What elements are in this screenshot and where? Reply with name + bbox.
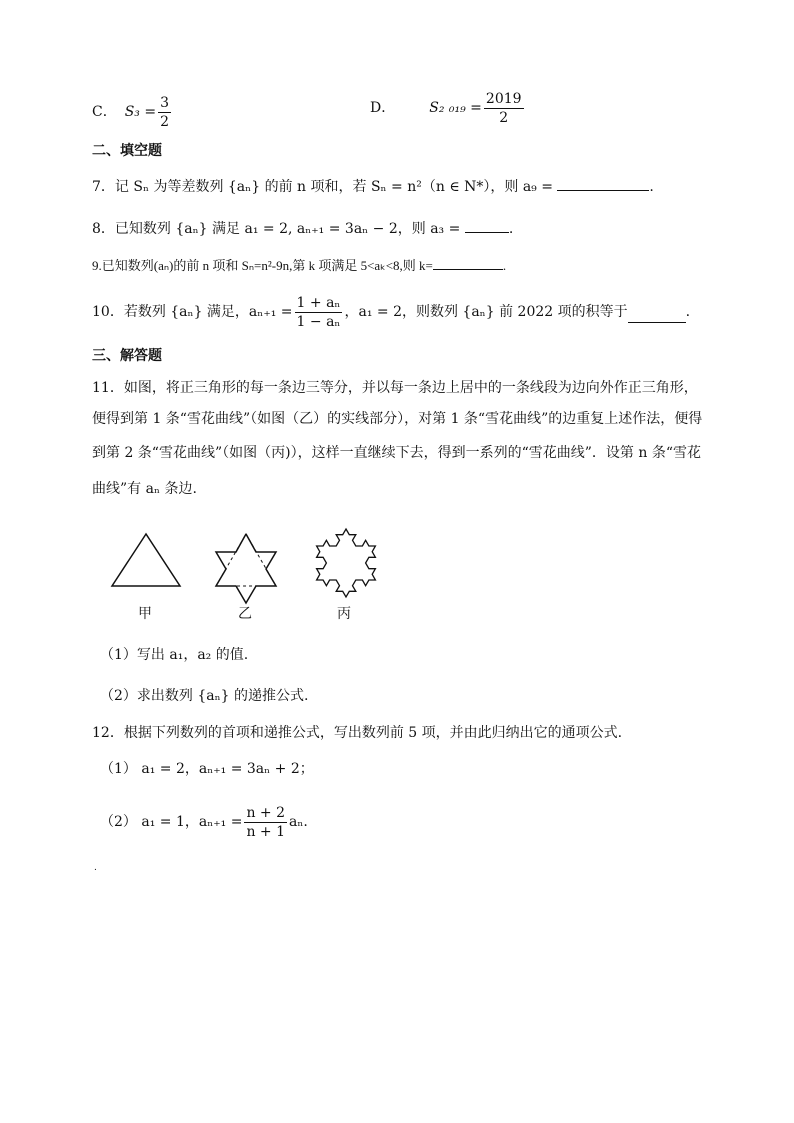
figure-star: [216, 534, 276, 603]
question-9-text: 9.已知数列(aₙ)的前 n 项和 Sₙ=n²-9n,第 k 项满足 5<aₖ<8,则 k=: [92, 258, 433, 273]
question-7-end: .: [649, 179, 654, 195]
figure-koch-snowflake: [317, 529, 376, 597]
question-11-line-4: 曲线”有 aₙ 条边.: [92, 481, 197, 497]
figure-triangle: [112, 534, 180, 586]
question-11-sub-1: （1）写出 a₁，a₂ 的值.: [100, 647, 249, 663]
question-12-sub-1: （1） a₁ = 2，aₙ₊₁ = 3aₙ + 2；: [100, 761, 314, 777]
option-d-numerator: 2019: [485, 90, 522, 107]
question-12-sub-2: [100, 800, 308, 844]
option-d-denominator: 2: [499, 109, 509, 126]
figure-caption-bing: 丙: [337, 606, 351, 622]
question-10-numerator: 1 + aₙ: [296, 294, 341, 311]
question-12-numerator: n + 2: [246, 804, 286, 821]
option-c-denominator: 2: [160, 113, 170, 130]
option-c-numerator: 3: [160, 94, 170, 111]
option-d-lhs: S₂ ₀₁₉ =: [429, 100, 482, 116]
figure-caption-yi: 乙: [238, 606, 252, 622]
question-8-end: .: [508, 221, 514, 237]
question-12-line-1: 12．根据下列数列的首项和递推公式，写出数列前 5 项，并由此归纳出它的通项公式.: [92, 725, 623, 741]
question-12-denominator: n + 1: [246, 823, 286, 840]
section-title-fill-in: 二、填空题: [92, 143, 162, 159]
question-8-text: 8．已知数列 {aₙ} 满足 a₁ = 2, aₙ₊₁ = 3aₙ − 2，则 a₃ =: [92, 221, 465, 237]
section-title-solutions: 三、解答题: [92, 348, 162, 364]
option-c-lhs: S₃ =: [124, 104, 157, 120]
question-10-denominator: 1 − aₙ: [296, 313, 341, 330]
figure-caption-jia: 甲: [138, 606, 152, 622]
question-9-end: .: [502, 258, 507, 273]
option-d-label: D．: [370, 100, 396, 116]
question-10-post: ，a₁ = 2，则数列 {aₙ} 前 2022 项的积等于: [344, 304, 628, 320]
question-11-line-2: 便得到第 1 条“雪花曲线”（如图（乙）的实线部分），对第 1 条“雪花曲线”的边重复上述作法，便得: [92, 411, 703, 427]
question-7-text: 7．记 Sₙ 为等差数列 {aₙ} 的前 n 项和，若 Sₙ = n²（n ∈ N*），则 a₉ =: [92, 179, 558, 195]
question-12-sub-2-pre: （2） a₁ = 1，aₙ₊₁ =: [100, 814, 243, 830]
question-11-sub-2: （2）求出数列 {aₙ} 的递推公式.: [100, 688, 309, 704]
option-c-label: C．: [92, 104, 117, 120]
question-12-sub-2-post: aₙ.: [289, 814, 308, 830]
question-12-fraction: [244, 804, 287, 841]
question-10-pre: 10．若数列 {aₙ} 满足，aₙ₊₁ =: [92, 304, 293, 320]
question-10-end: .: [685, 304, 691, 320]
question-11-line-3: 到第 2 条“雪花曲线”（如图（丙)），这样一直继续下去，得到一系列的“雪花曲线”．设第 n 条“雪花: [92, 445, 701, 461]
footer-dot: .: [94, 863, 97, 873]
question-11-line-1: 11．如图，将正三角形的每一条边三等分，并以每一条边上居中的一条线段为边向外作正三角形，: [92, 380, 698, 396]
